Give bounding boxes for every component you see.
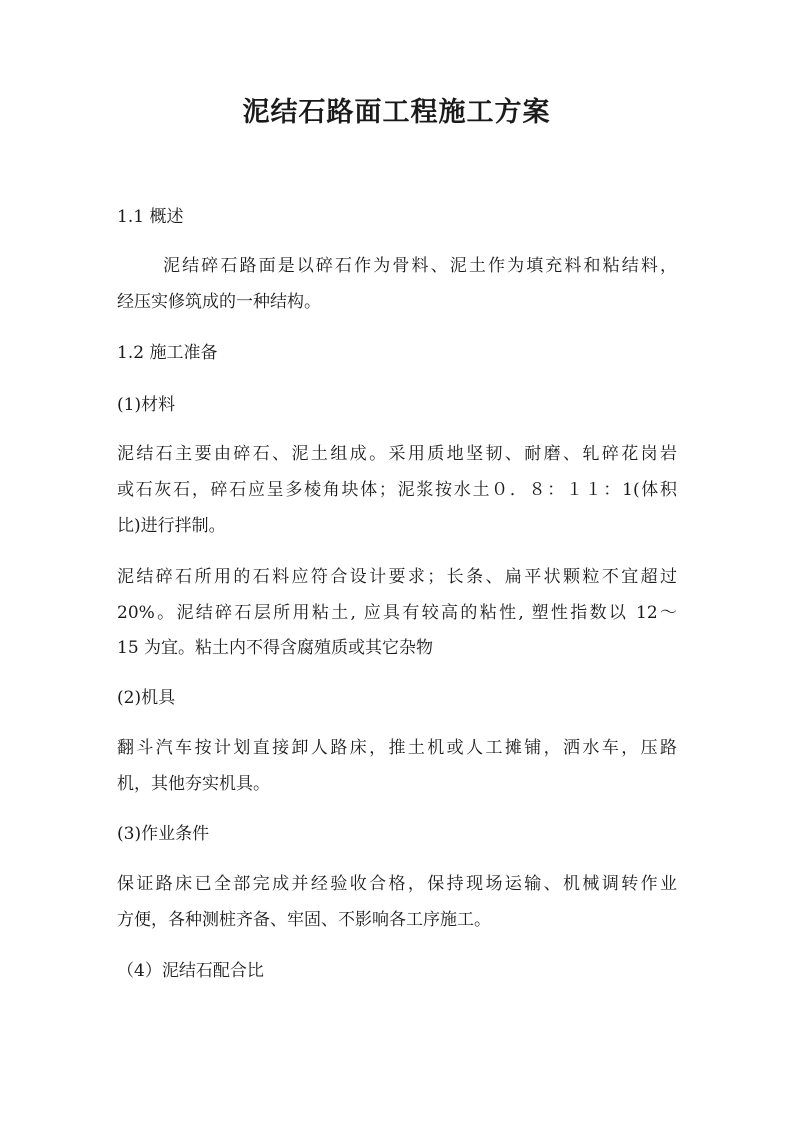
subsection-heading-conditions: (3)作业条件	[117, 824, 210, 844]
document-title: 泥结石路面工程施工方案	[242, 97, 551, 128]
materials-paragraph-line: 泥结碎石所用的石料应符合设计要求；长条、扁平状颗粒不宜超过	[117, 567, 677, 587]
subsection-heading-equipment: (2)机具	[117, 688, 176, 708]
overview-paragraph-line: 经压实修筑成的一种结构。	[117, 292, 321, 312]
conditions-paragraph-line: 方便，各种测桩齐备、牢固、不影响各工序施工。	[117, 910, 491, 930]
equipment-paragraph-line: 机，其他夯实机具。	[117, 774, 270, 794]
section-heading-overview: 1.1 概述	[117, 207, 184, 227]
materials-paragraph-line: 比)进行拌制。	[117, 516, 226, 536]
equipment-paragraph-line: 翻斗汽车按计划直接卸人路床，推土机或人工摊铺，洒水车，压路	[117, 738, 677, 758]
materials-paragraph-line: 或石灰石，碎石应呈多棱角块体；泥浆按水土０．８：１１：1(体积	[117, 480, 677, 500]
subsection-heading-materials: (1)材料	[117, 395, 176, 415]
subsection-heading-mix-ratio: （4）泥结石配合比	[117, 961, 264, 981]
conditions-paragraph-line: 保证路床已全部完成并经验收合格，保持现场运输、机械调转作业	[117, 874, 677, 894]
materials-paragraph-line: 泥结石主要由碎石、泥土组成。采用质地坚韧、耐磨、轧碎花岗岩	[117, 444, 677, 464]
section-heading-preparation: 1.2 施工准备	[117, 343, 218, 363]
materials-paragraph-line: 15 为宜。粘土内不得含腐殖质或其它杂物	[117, 638, 434, 658]
overview-paragraph-line: 泥结碎石路面是以碎石作为骨料、泥土作为填充料和粘结料，	[163, 256, 677, 276]
materials-paragraph-line: 20%。泥结碎石层所用粘土, 应具有较高的粘性, 塑性指数以 12～	[117, 603, 677, 623]
